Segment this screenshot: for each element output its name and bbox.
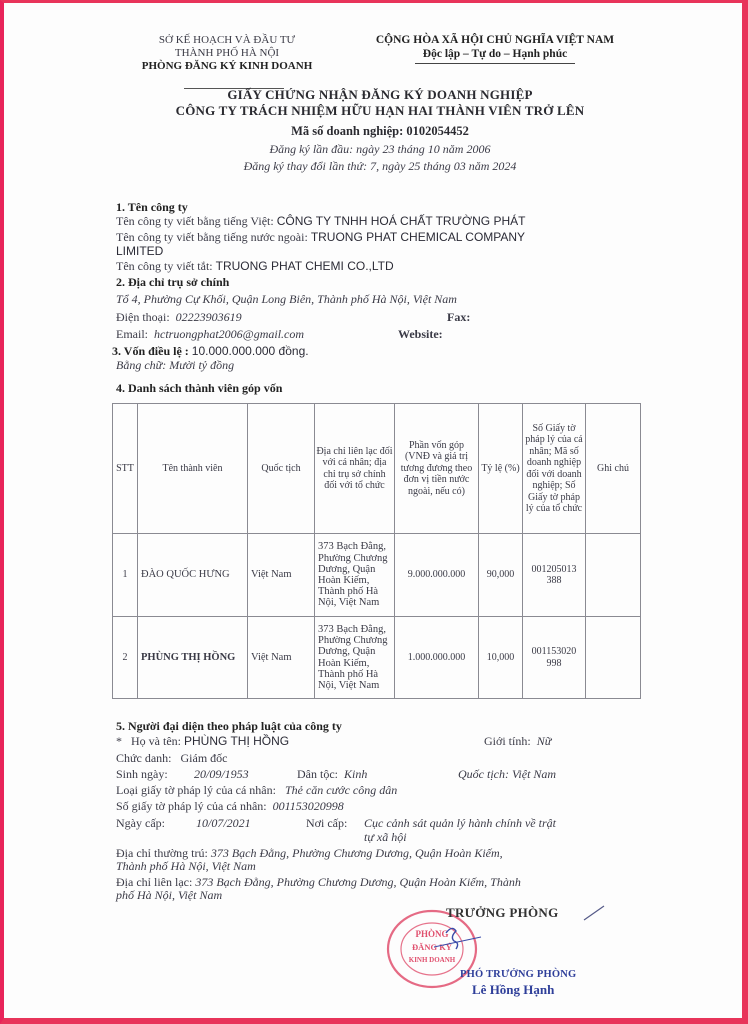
label: Điện thoại: — [116, 310, 170, 324]
table-row — [113, 534, 641, 617]
label: Tên công ty viết bằng tiếng nước ngoài: — [116, 230, 311, 244]
col-capital: Phần vốn góp (VNĐ và giá trị tương đương theo đơn vị tiền nước ngoài, nếu có) — [395, 404, 479, 534]
cell-id-number: 001205013 388 — [523, 534, 586, 617]
rep-fullname — [116, 734, 289, 749]
value: 373 Bạch Đằng, Phường Chương Dương, Quận Hoàn Kiếm, Thành — [195, 875, 521, 889]
rep-issue-place-2: tự xã hội — [364, 830, 407, 844]
cell-note — [586, 534, 641, 617]
label: Dân tộc: — [297, 767, 338, 781]
section-5-heading: 5. Người đại diện theo pháp luật của công ty — [116, 719, 342, 733]
table-header-row — [113, 404, 641, 534]
value: LIMITED — [116, 244, 164, 258]
charter-capital — [112, 344, 309, 359]
col-member-name: Tên thành viên — [138, 404, 248, 534]
rep-issue-place-label: Nơi cấp: — [306, 816, 348, 830]
company-name-short — [116, 259, 394, 274]
section-2-heading: 2. Địa chỉ trụ sở chính — [116, 275, 230, 289]
value: TRUONG PHAT CHEMICAL COMPANY — [310, 230, 526, 244]
cell-ratio: 90,000 — [479, 534, 523, 617]
value: CÔNG TY TNHH HOÁ CHẤT TRƯỜNG PHÁT — [276, 214, 526, 228]
company-type: CÔNG TY TRÁCH NHIỆM HỮU HẠN HAI THÀNH VIÊN TRỞ LÊN — [175, 103, 585, 118]
company-name-foreign-cont — [116, 244, 163, 259]
cell-stt: 1 — [113, 534, 138, 617]
document-title: GIẤY CHỨNG NHẬN ĐĂNG KÝ DOANH NGHIỆP — [227, 87, 533, 102]
cell-capital: 1.000.000.000 — [395, 617, 479, 699]
country-name: CỘNG HÒA XÃ HỘI CHỦ NGHĨA VIỆT NAM — [375, 34, 615, 46]
rep-nationality: Quốc tịch: Việt Nam — [458, 767, 557, 781]
label: Sinh ngày: — [116, 767, 168, 781]
rep-ethnicity — [297, 767, 367, 782]
national-motto — [352, 33, 638, 64]
label: Loại giấy tờ pháp lý của cá nhân: — [116, 783, 276, 797]
col-stt: STT — [113, 404, 138, 534]
signature-title: TRƯỞNG PHÒNG — [446, 905, 559, 920]
rep-dob — [116, 767, 168, 782]
rep-permanent-address-2: Thành phố Hà Nội, Việt Nam — [116, 859, 256, 873]
value: Nữ — [536, 734, 552, 748]
email — [116, 327, 304, 342]
motto: Độc lập – Tự do – Hạnh phúc — [422, 48, 568, 60]
bullet: * — [116, 734, 122, 748]
rep-dob-value: 20/09/1953 — [194, 767, 249, 781]
label: Tên công ty viết tắt: — [116, 259, 216, 273]
cell-nationality: Việt Nam — [248, 534, 315, 617]
authority-line-3: PHÒNG ĐĂNG KÝ KINH DOANH — [141, 60, 313, 72]
phone — [116, 310, 242, 325]
rep-issue-place-1: Cục cảnh sát quản lý hành chính về trật — [364, 816, 556, 830]
label: Địa chỉ thường trú: — [116, 846, 211, 860]
value: hctruongphat2006@gmail.com — [154, 327, 305, 341]
cell-ratio: 10,000 — [479, 617, 523, 699]
company-name-vn — [116, 214, 525, 229]
stamp-text-2: ĐĂNG KÝ — [412, 942, 452, 952]
label: Ngày cấp: — [116, 816, 165, 830]
value: 373 Bạch Đằng, Phường Chương Dương, Quận Hoàn Kiếm, — [210, 846, 503, 860]
rep-doc-number — [116, 799, 344, 814]
value: Thẻ căn cước công dân — [284, 783, 398, 797]
cell-stt: 2 — [113, 617, 138, 699]
col-id-number: Số Giấy tờ pháp lý của cá nhân; Mã số doanh nghiệp đối với doanh nghiệp; Số Giấy tờ pháp lý của tổ chức — [523, 404, 586, 534]
cell-address: 373 Bạch Đằng, Phường Chương Dương, Quận Hoàn Kiếm, Thành phố Hà Nội, Việt Nam — [315, 617, 395, 699]
cell-capital: 9.000.000.000 — [395, 534, 479, 617]
cell-name: PHÙNG THỊ HỒNG — [138, 617, 248, 699]
rep-doc-type — [116, 783, 397, 798]
value: TRUONG PHAT CHEMI CO.,LTD — [215, 259, 394, 273]
stamp-text-3: KINH DOANH — [408, 956, 456, 964]
label: Email: — [116, 327, 148, 341]
value: Kinh — [344, 767, 368, 781]
cell-note — [586, 617, 641, 699]
cell-address: 373 Bạch Đằng, Phường Chương Dương, Quận Hoàn Kiếm, Thành phố Hà Nội, Việt Nam — [315, 534, 395, 617]
table-row — [113, 617, 641, 699]
cell-nationality: Việt Nam — [248, 617, 315, 699]
cell-name: ĐÀO QUỐC HƯNG — [138, 534, 248, 617]
authority-line-1: SỞ KẾ HOẠCH VÀ ĐẦU TƯ — [158, 34, 296, 46]
value: Giám đốc — [180, 751, 228, 765]
value: 10.000.000.000 đồng. — [191, 344, 309, 358]
motto-underline — [415, 63, 575, 64]
value: 02223903619 — [175, 310, 242, 324]
col-note: Ghi chú — [586, 404, 641, 534]
signer-name: Lê Hồng Hạnh — [472, 982, 555, 997]
rep-issue-date — [116, 816, 165, 831]
label: Địa chỉ liên lạc: — [116, 875, 196, 889]
authority-line-2: THÀNH PHỐ HÀ NỘI — [174, 47, 280, 59]
members-table — [112, 403, 641, 699]
section-1-heading: 1. Tên công ty — [116, 200, 188, 214]
signature-flourish-icon — [582, 904, 606, 922]
rep-gender — [484, 734, 551, 749]
fax-label: Fax: — [447, 310, 471, 324]
label: Họ và tên: — [131, 734, 184, 748]
col-address: Địa chỉ liên lạc đối với cá nhân; địa chỉ trụ sở chính đối với tổ chức — [315, 404, 395, 534]
company-name-foreign — [116, 230, 525, 245]
value: 001153020998 — [272, 799, 344, 813]
website-label: Website: — [398, 327, 443, 341]
label: Giới tính: — [484, 734, 531, 748]
deputy-title: PHÓ TRƯỞNG PHÒNG — [460, 969, 577, 980]
section-4-heading: 4. Danh sách thành viên góp vốn — [116, 381, 283, 395]
change-registration: Đăng ký thay đổi lần thứ: 7, ngày 25 tháng 03 năm 2024 — [243, 159, 517, 173]
capital-in-words: Bằng chữ: Mười tỷ đồng — [116, 358, 235, 372]
col-nationality: Quốc tịch — [248, 404, 315, 534]
value: PHÙNG THỊ HỒNG — [184, 734, 290, 748]
stamp-text-1: PHÒNG — [415, 929, 449, 939]
label: Chức danh: — [116, 751, 172, 765]
rep-contact-address-2: phố Hà Nội, Việt Nam — [116, 888, 223, 902]
head-office-address: Tổ 4, Phường Cự Khối, Quận Long Biên, Thành phố Hà Nội, Việt Nam — [116, 292, 457, 306]
rep-issue-date-value: 10/07/2021 — [196, 816, 251, 830]
label: Tên công ty viết bằng tiếng Việt: — [116, 214, 277, 228]
cell-id-number: 001153020 998 — [523, 617, 586, 699]
section-3-heading: 3. Vốn điều lệ : — [112, 344, 192, 358]
rep-position — [116, 751, 228, 766]
issuing-authority — [112, 34, 342, 73]
business-code: Mã số doanh nghiệp: 0102054452 — [291, 124, 469, 138]
col-ratio: Tỷ lệ (%) — [479, 404, 523, 534]
label: Số giấy tờ pháp lý của cá nhân: — [116, 799, 267, 813]
first-registration: Đăng ký lần đầu: ngày 23 tháng 10 năm 2006 — [269, 142, 491, 156]
